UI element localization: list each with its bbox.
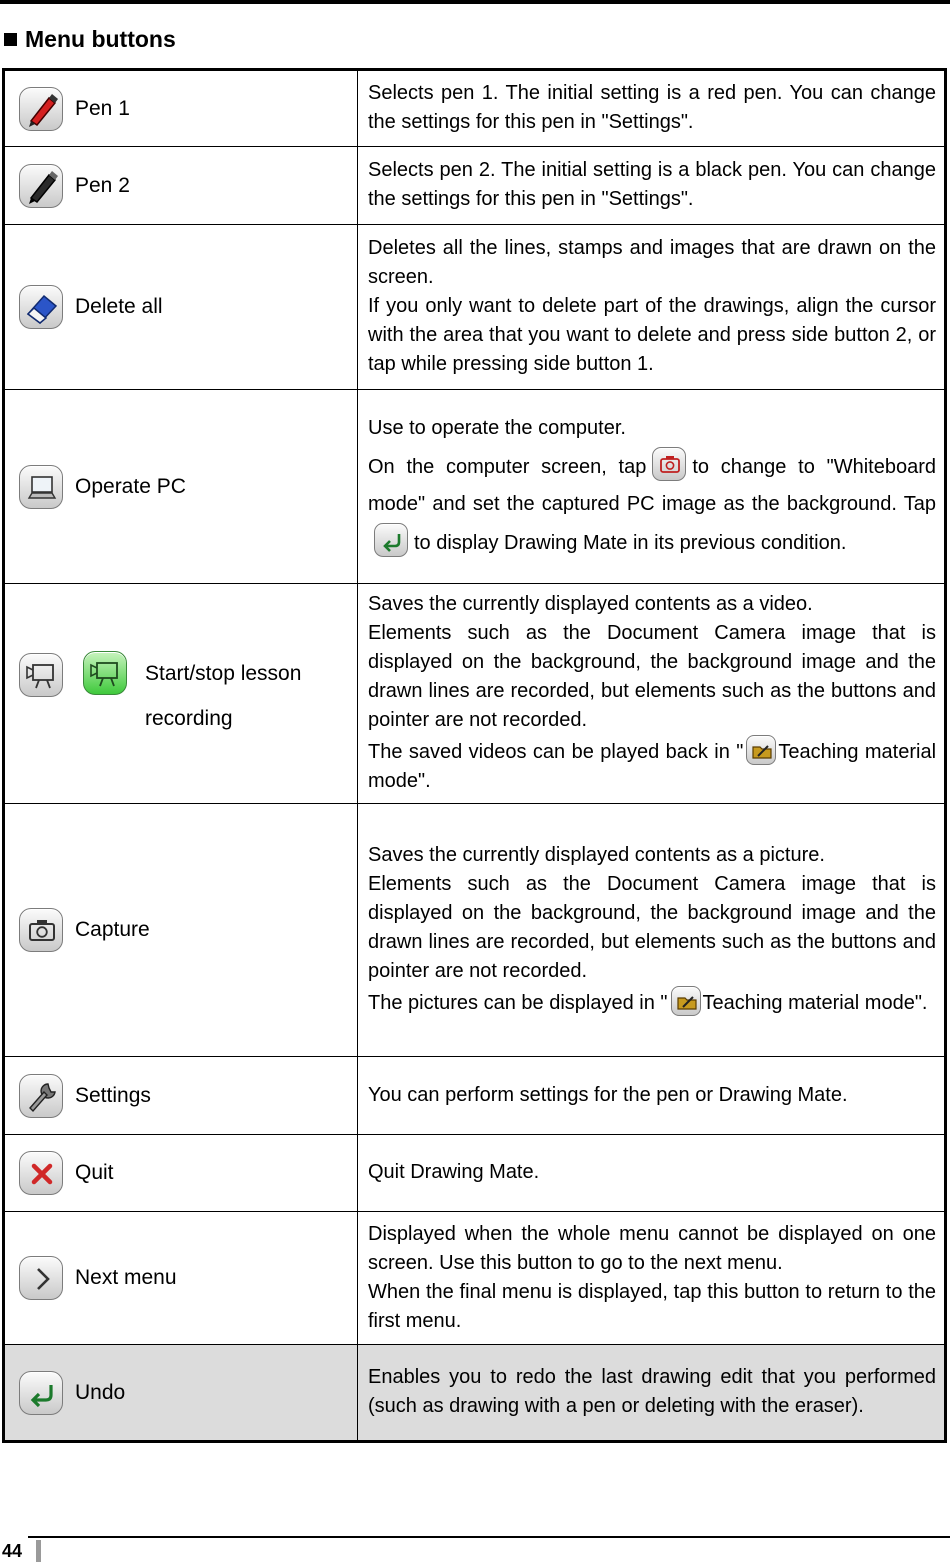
row-label: Delete all [75, 295, 163, 318]
row-description: Selects pen 1. The initial setting is a red pen. You can change the settings for this pen in "Settings". [358, 70, 946, 147]
row-label-cell [4, 1345, 358, 1442]
row-label: Undo [75, 1380, 126, 1404]
row-description: Selects pen 2. The initial setting is a black pen. You can change the settings for this pen in "Settings". [358, 147, 946, 225]
row-label-cell [4, 70, 358, 147]
undo-icon [374, 523, 408, 557]
row-description: You can perform settings for the pen or Drawing Mate. [358, 1057, 946, 1135]
row-label: Operate PC [75, 474, 186, 498]
row-description: Quit Drawing Mate. [358, 1135, 946, 1212]
video-camera-recording-icon [83, 651, 127, 695]
row-label: Pen 2 [75, 173, 130, 197]
row-description: Saves the currently displayed contents as a video. Elements such as the Document Camera image that is displayed on the background, the background image and the drawn lines are recorded, but elements such as the buttons and pointer are not recorded. The saved videos can be played back in " Teaching material mode". [358, 584, 946, 804]
table-row [4, 1212, 946, 1345]
row-label-line2: recording [145, 706, 233, 730]
laptop-icon [19, 465, 63, 509]
row-label-cell [4, 1057, 358, 1135]
teaching-material-icon [671, 986, 701, 1016]
row-label: Settings [75, 1083, 151, 1107]
row-label: Pen 1 [75, 96, 130, 120]
video-camera-icon [19, 653, 63, 697]
wrench-icon [19, 1074, 63, 1118]
page-number-bar [36, 1540, 41, 1562]
row-label: Quit [75, 1161, 114, 1184]
table-row [4, 1345, 946, 1442]
table-row [4, 1057, 946, 1135]
row-description: Displayed when the whole menu cannot be displayed on one screen. Use this button to go to the next menu. When the final menu is displayed, tap this button to return to the first menu. [358, 1212, 946, 1345]
page-number: 44 [2, 1541, 23, 1561]
row-label-cell [4, 147, 358, 225]
table-row [4, 804, 946, 1057]
row-label-cell [4, 390, 358, 584]
row-description: Deletes all the lines, stamps and images that are drawn on the screen. If you only want to delete part of the drawings, align the cursor with the area that you want to delete and press side button 2, or tap while pressing side button 1. [358, 225, 946, 390]
row-description: Saves the currently displayed contents as a picture. Elements such as the Document Camera image that is displayed on the background, the background image and the drawn lines are recorded, but elements such as the buttons and pointer are not recorded. The pictures can be displayed in " Teaching material mode". [358, 804, 946, 1057]
table-row [4, 147, 946, 225]
row-label-cell [4, 804, 358, 1057]
camera-icon [19, 908, 63, 952]
red-pen-icon [19, 87, 63, 131]
table-row [4, 584, 946, 804]
row-label-cell [4, 225, 358, 390]
row-label-cell [4, 1212, 358, 1345]
row-description: Enables you to redo the last drawing edit that you performed (such as drawing with a pen or deleting with the eraser). [358, 1345, 946, 1442]
square-bullet-icon [4, 33, 17, 46]
undo-icon [19, 1371, 63, 1415]
next-arrow-icon [19, 1256, 63, 1300]
section-heading: Menu buttons [4, 24, 176, 54]
teaching-material-icon [746, 735, 776, 765]
table-row [4, 390, 946, 584]
table-row [4, 1135, 946, 1212]
row-label: Next menu [75, 1266, 177, 1289]
table-row [4, 70, 946, 147]
camera-icon [652, 447, 686, 481]
top-rule [0, 0, 950, 4]
eraser-icon [19, 285, 63, 329]
menu-buttons-table [2, 68, 947, 1443]
close-icon [19, 1151, 63, 1195]
row-label-cell [4, 584, 358, 804]
footer-rule [28, 1536, 950, 1538]
row-description: Use to operate the computer. On the computer screen, tap to change to "Whiteboard mode" and set the captured PC image as the background. Tap to display Drawing Mate in its previous condition. [358, 390, 946, 584]
row-label-cell [4, 1135, 358, 1212]
black-pen-icon [19, 164, 63, 208]
row-label: Start/stop lesson [145, 661, 302, 685]
row-label: Capture [75, 918, 150, 941]
table-row [4, 225, 946, 390]
